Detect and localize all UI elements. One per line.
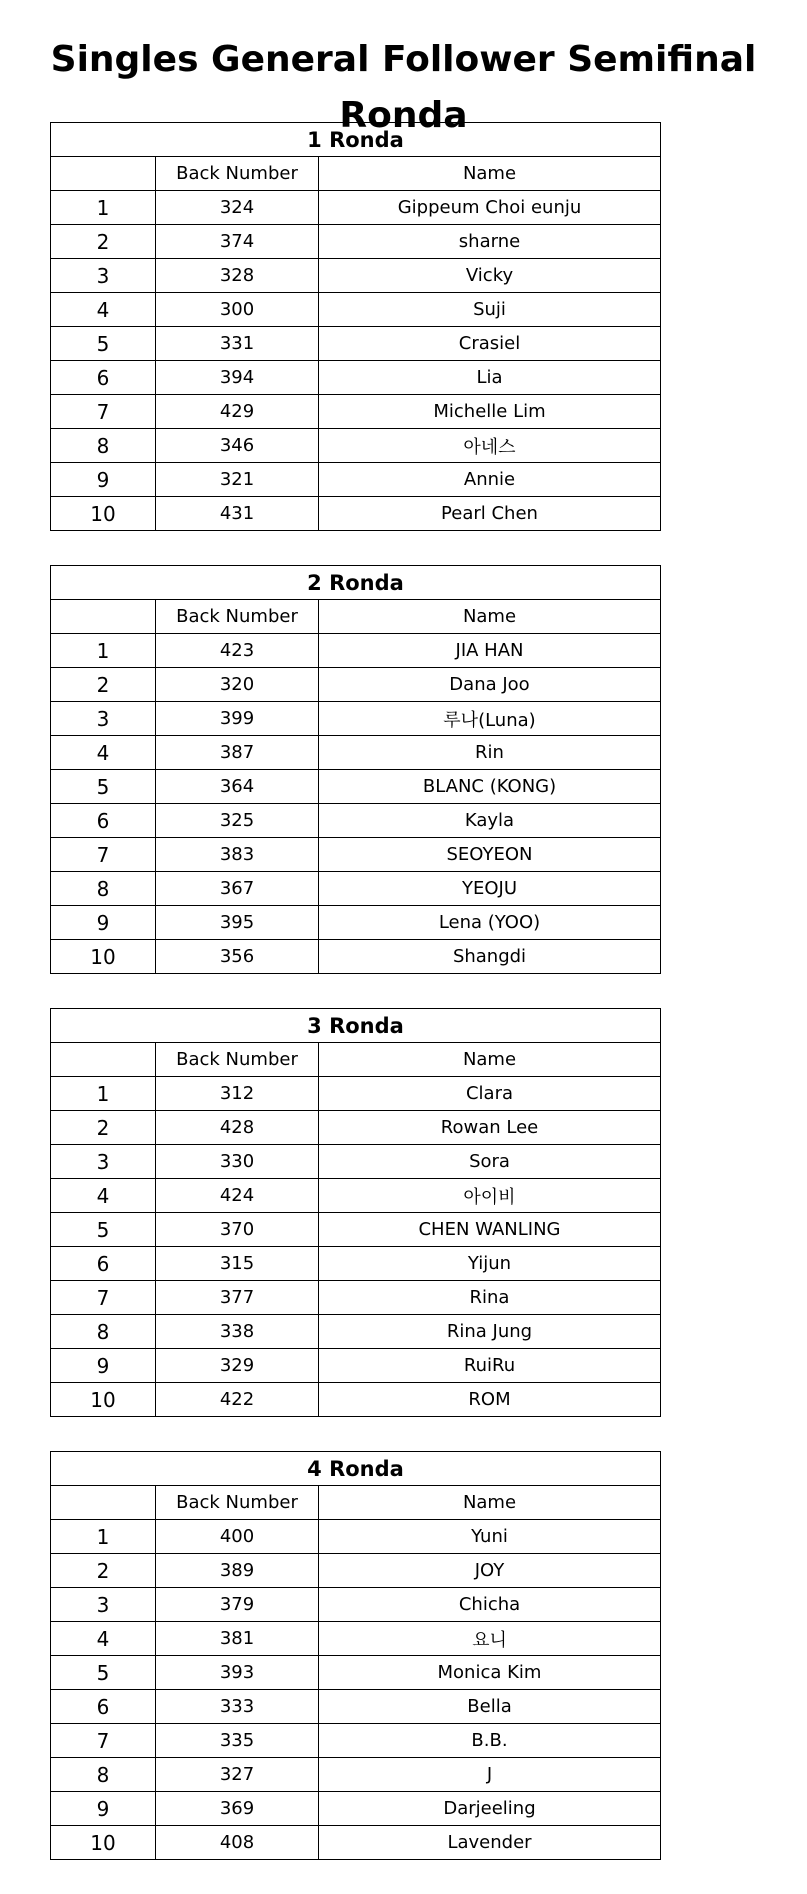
table-row — [51, 259, 661, 293]
back-number-cell: 315 — [156, 1247, 319, 1281]
row-index: 7 — [51, 1281, 156, 1315]
header-name: Name — [319, 1043, 661, 1077]
row-index: 1 — [51, 1520, 156, 1554]
back-number-cell: 383 — [156, 838, 319, 872]
name-cell: SEOYEON — [319, 838, 661, 872]
table-row — [51, 1622, 661, 1656]
name-cell: Shangdi — [319, 940, 661, 974]
back-number-cell: 381 — [156, 1622, 319, 1656]
back-number-cell: 356 — [156, 940, 319, 974]
name-cell: BLANC (KONG) — [319, 770, 661, 804]
back-number-cell: 328 — [156, 259, 319, 293]
round-title-row — [51, 1009, 661, 1043]
back-number-cell: 330 — [156, 1145, 319, 1179]
back-number-cell: 395 — [156, 906, 319, 940]
back-number-cell: 424 — [156, 1179, 319, 1213]
back-number-cell: 364 — [156, 770, 319, 804]
table-row — [51, 1588, 661, 1622]
back-number-cell: 377 — [156, 1281, 319, 1315]
row-index: 2 — [51, 225, 156, 259]
name-cell: Pearl Chen — [319, 497, 661, 531]
table-row — [51, 1145, 661, 1179]
table-row — [51, 1690, 661, 1724]
name-cell: Crasiel — [319, 327, 661, 361]
back-number-cell: 389 — [156, 1554, 319, 1588]
table-row — [51, 1520, 661, 1554]
header-name: Name — [319, 600, 661, 634]
page-title: Singles General Follower Semifinal Ronda — [50, 39, 757, 136]
name-cell: Rina — [319, 1281, 661, 1315]
table-row — [51, 634, 661, 668]
back-number-cell: 327 — [156, 1758, 319, 1792]
name-cell: B.B. — [319, 1724, 661, 1758]
row-index: 10 — [51, 497, 156, 531]
table-row — [51, 327, 661, 361]
back-number-cell: 431 — [156, 497, 319, 531]
back-number-cell: 346 — [156, 429, 319, 463]
back-number-cell: 300 — [156, 293, 319, 327]
row-index: 9 — [51, 1792, 156, 1826]
round-table — [50, 122, 661, 531]
row-index: 5 — [51, 1213, 156, 1247]
table-row — [51, 702, 661, 736]
header-name: Name — [319, 1486, 661, 1520]
round-title-row — [51, 123, 661, 157]
name-cell: Lavender — [319, 1826, 661, 1860]
table-row — [51, 1656, 661, 1690]
row-index: 9 — [51, 463, 156, 497]
name-cell: Rin — [319, 736, 661, 770]
name-cell: Annie — [319, 463, 661, 497]
row-index: 6 — [51, 804, 156, 838]
name-cell: J — [319, 1758, 661, 1792]
round-title: 4 Ronda — [51, 1452, 661, 1486]
table-row — [51, 940, 661, 974]
row-index: 6 — [51, 1690, 156, 1724]
name-cell: Vicky — [319, 259, 661, 293]
back-number-cell: 321 — [156, 463, 319, 497]
table-row — [51, 1554, 661, 1588]
table-row — [51, 429, 661, 463]
header-row — [51, 157, 661, 191]
back-number-cell: 374 — [156, 225, 319, 259]
row-index: 5 — [51, 327, 156, 361]
round-table — [50, 1008, 661, 1417]
name-cell: sharne — [319, 225, 661, 259]
row-index: 2 — [51, 1111, 156, 1145]
row-index: 3 — [51, 1145, 156, 1179]
name-cell: 요니 — [319, 1622, 661, 1656]
header-back-number: Back Number — [156, 1486, 319, 1520]
rounds-container — [50, 122, 660, 1894]
back-number-cell: 325 — [156, 804, 319, 838]
name-cell: Gippeum Choi eunju — [319, 191, 661, 225]
header-index-cell — [51, 1043, 156, 1077]
row-index: 6 — [51, 1247, 156, 1281]
row-index: 6 — [51, 361, 156, 395]
name-cell: Sora — [319, 1145, 661, 1179]
table-row — [51, 1724, 661, 1758]
header-row — [51, 600, 661, 634]
table-row — [51, 668, 661, 702]
name-cell: Chicha — [319, 1588, 661, 1622]
header-back-number: Back Number — [156, 157, 319, 191]
table-row — [51, 497, 661, 531]
row-index: 7 — [51, 1724, 156, 1758]
table-row — [51, 1383, 661, 1417]
row-index: 8 — [51, 429, 156, 463]
row-index: 3 — [51, 702, 156, 736]
table-row — [51, 1758, 661, 1792]
back-number-cell: 387 — [156, 736, 319, 770]
round-title: 2 Ronda — [51, 566, 661, 600]
name-cell: JOY — [319, 1554, 661, 1588]
row-index: 7 — [51, 395, 156, 429]
row-index: 1 — [51, 634, 156, 668]
table-row — [51, 1315, 661, 1349]
name-cell: Yuni — [319, 1520, 661, 1554]
table-row — [51, 1281, 661, 1315]
table-row — [51, 361, 661, 395]
back-number-cell: 400 — [156, 1520, 319, 1554]
row-index: 4 — [51, 1179, 156, 1213]
row-index: 2 — [51, 668, 156, 702]
table-row — [51, 395, 661, 429]
back-number-cell: 394 — [156, 361, 319, 395]
back-number-cell: 408 — [156, 1826, 319, 1860]
name-cell: 루나(Luna) — [319, 702, 661, 736]
back-number-cell: 399 — [156, 702, 319, 736]
header-index-cell — [51, 1486, 156, 1520]
name-cell: YEOJU — [319, 872, 661, 906]
name-cell: Lena (YOO) — [319, 906, 661, 940]
table-row — [51, 191, 661, 225]
name-cell: Bella — [319, 1690, 661, 1724]
row-index: 1 — [51, 191, 156, 225]
name-cell: Yijun — [319, 1247, 661, 1281]
row-index: 7 — [51, 838, 156, 872]
back-number-cell: 423 — [156, 634, 319, 668]
table-row — [51, 872, 661, 906]
row-index: 8 — [51, 1758, 156, 1792]
table-row — [51, 1179, 661, 1213]
table-row — [51, 1826, 661, 1860]
back-number-cell: 367 — [156, 872, 319, 906]
round-title-row — [51, 566, 661, 600]
table-row — [51, 906, 661, 940]
row-index: 5 — [51, 1656, 156, 1690]
name-cell: Michelle Lim — [319, 395, 661, 429]
name-cell: Kayla — [319, 804, 661, 838]
name-cell: Darjeeling — [319, 1792, 661, 1826]
back-number-cell: 428 — [156, 1111, 319, 1145]
table-row — [51, 1792, 661, 1826]
name-cell: ROM — [319, 1383, 661, 1417]
table-row — [51, 838, 661, 872]
header-index-cell — [51, 157, 156, 191]
row-index: 4 — [51, 736, 156, 770]
name-cell: Clara — [319, 1077, 661, 1111]
name-cell: Rina Jung — [319, 1315, 661, 1349]
back-number-cell: 312 — [156, 1077, 319, 1111]
row-index: 5 — [51, 770, 156, 804]
round-title-row — [51, 1452, 661, 1486]
row-index: 10 — [51, 1826, 156, 1860]
name-cell: JIA HAN — [319, 634, 661, 668]
name-cell: Rowan Lee — [319, 1111, 661, 1145]
table-row — [51, 1247, 661, 1281]
table-row — [51, 225, 661, 259]
back-number-cell: 393 — [156, 1656, 319, 1690]
back-number-cell: 331 — [156, 327, 319, 361]
name-cell: Suji — [319, 293, 661, 327]
name-cell: 아이비 — [319, 1179, 661, 1213]
header-back-number: Back Number — [156, 1043, 319, 1077]
table-row — [51, 770, 661, 804]
back-number-cell: 429 — [156, 395, 319, 429]
row-index: 3 — [51, 1588, 156, 1622]
row-index: 10 — [51, 1383, 156, 1417]
back-number-cell: 370 — [156, 1213, 319, 1247]
round-title: 1 Ronda — [51, 123, 661, 157]
row-index: 4 — [51, 1622, 156, 1656]
table-row — [51, 293, 661, 327]
header-name: Name — [319, 157, 661, 191]
back-number-cell: 333 — [156, 1690, 319, 1724]
row-index: 2 — [51, 1554, 156, 1588]
table-row — [51, 463, 661, 497]
name-cell: Monica Kim — [319, 1656, 661, 1690]
back-number-cell: 369 — [156, 1792, 319, 1826]
header-back-number: Back Number — [156, 600, 319, 634]
table-row — [51, 804, 661, 838]
table-row — [51, 1349, 661, 1383]
header-row — [51, 1043, 661, 1077]
row-index: 8 — [51, 872, 156, 906]
back-number-cell: 329 — [156, 1349, 319, 1383]
row-index: 4 — [51, 293, 156, 327]
back-number-cell: 338 — [156, 1315, 319, 1349]
row-index: 10 — [51, 940, 156, 974]
round-table — [50, 1451, 661, 1860]
back-number-cell: 324 — [156, 191, 319, 225]
name-cell: CHEN WANLING — [319, 1213, 661, 1247]
name-cell: Lia — [319, 361, 661, 395]
back-number-cell: 335 — [156, 1724, 319, 1758]
row-index: 9 — [51, 1349, 156, 1383]
row-index: 1 — [51, 1077, 156, 1111]
name-cell: RuiRu — [319, 1349, 661, 1383]
round-table — [50, 565, 661, 974]
table-row — [51, 1077, 661, 1111]
back-number-cell: 320 — [156, 668, 319, 702]
header-index-cell — [51, 600, 156, 634]
row-index: 8 — [51, 1315, 156, 1349]
header-row — [51, 1486, 661, 1520]
back-number-cell: 379 — [156, 1588, 319, 1622]
row-index: 9 — [51, 906, 156, 940]
table-row — [51, 1111, 661, 1145]
table-row — [51, 736, 661, 770]
row-index: 3 — [51, 259, 156, 293]
back-number-cell: 422 — [156, 1383, 319, 1417]
round-title: 3 Ronda — [51, 1009, 661, 1043]
name-cell: Dana Joo — [319, 668, 661, 702]
name-cell: 아네스 — [319, 429, 661, 463]
table-row — [51, 1213, 661, 1247]
